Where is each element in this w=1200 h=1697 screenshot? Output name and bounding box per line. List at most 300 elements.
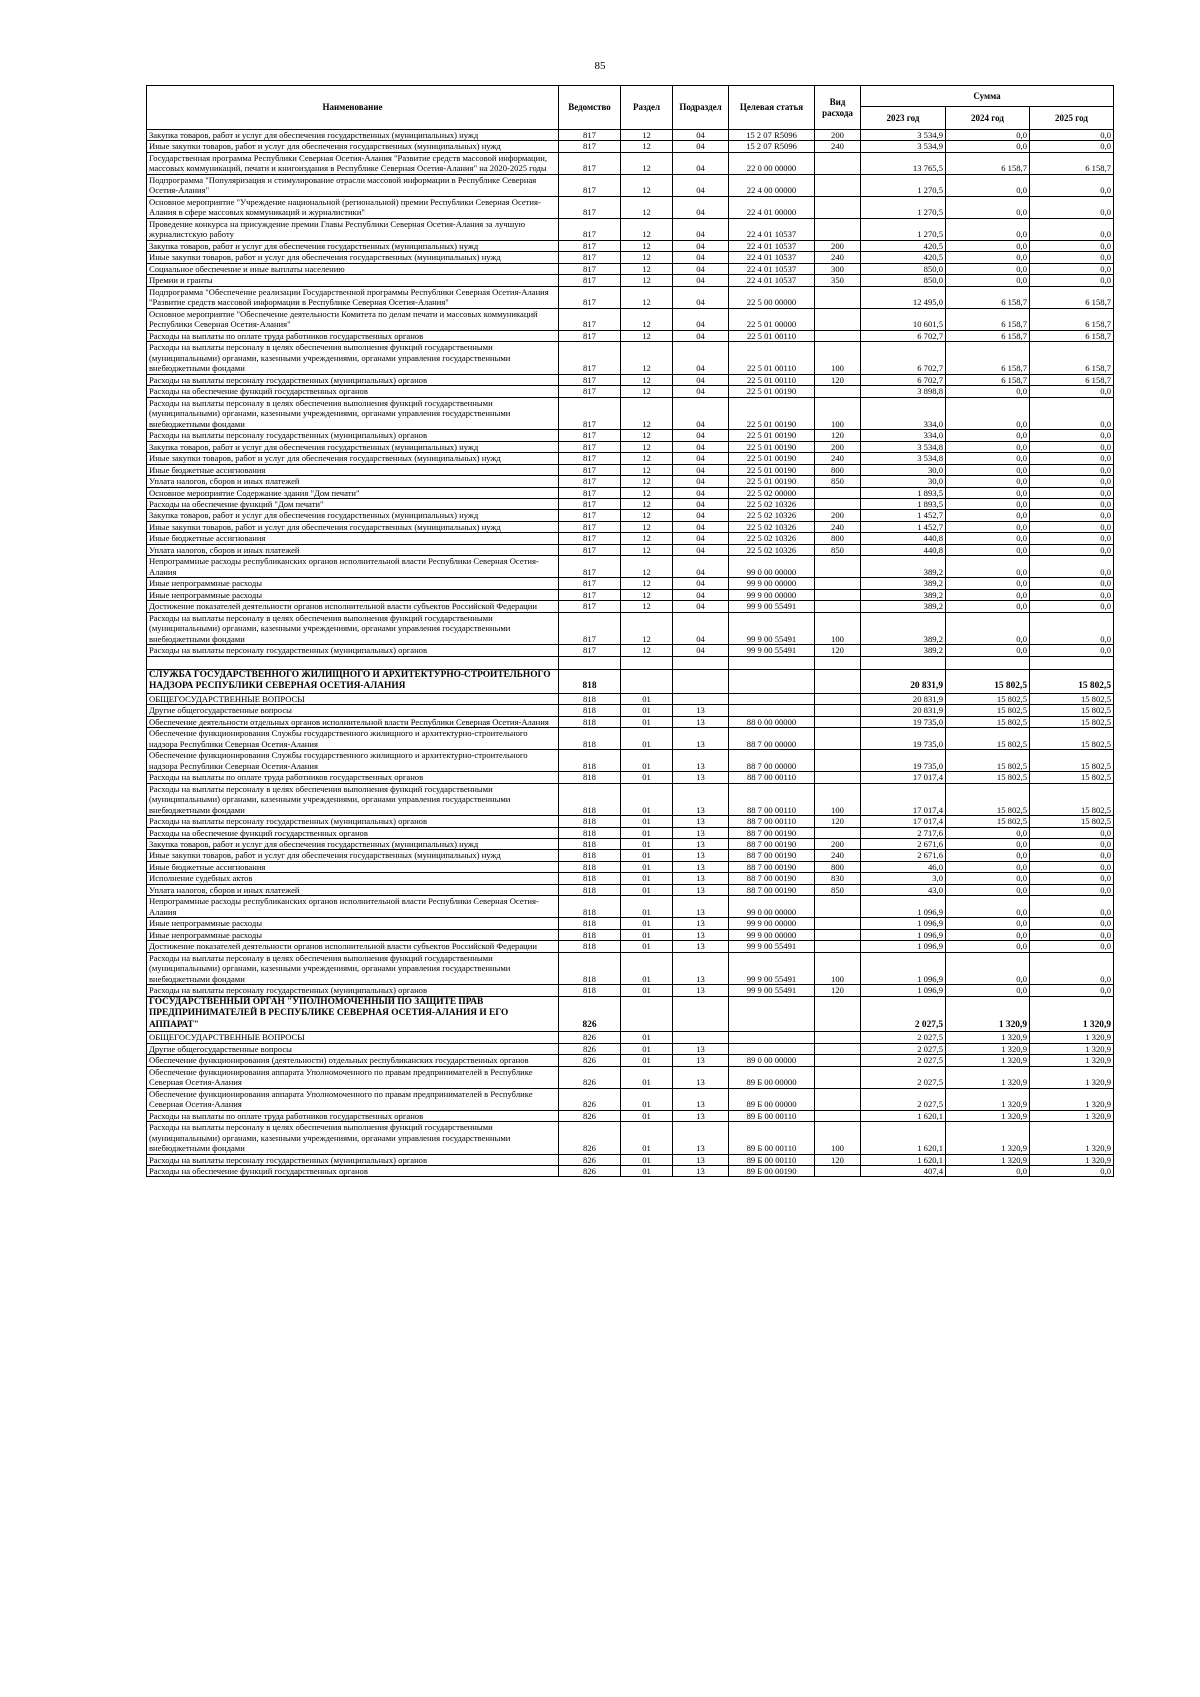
cell-dept: 818 [559, 873, 621, 884]
cell-subsection: 04 [673, 252, 729, 263]
cell-kind: 240 [815, 141, 861, 152]
table-row [147, 1066, 1114, 1088]
cell-dept [559, 656, 621, 669]
cell-name: Исполнение судебных актов [147, 873, 559, 884]
cell-2025: 0,0 [1030, 453, 1114, 464]
cell-dept: 817 [559, 130, 621, 141]
cell-dept: 818 [559, 827, 621, 838]
cell-section: 01 [621, 929, 673, 940]
table-row [147, 896, 1114, 918]
cell-2024: 1 320,9 [946, 1110, 1030, 1121]
cell-target: 22 5 01 00110 [729, 374, 815, 385]
cell-name: Расходы на выплаты по оплате труда работников государственных органов [147, 330, 559, 341]
cell-2023: 389,2 [861, 612, 946, 644]
cell-section: 01 [621, 1055, 673, 1066]
cell-section: 01 [621, 918, 673, 929]
col-header-2023: 2023 год [861, 107, 946, 130]
cell-dept: 817 [559, 612, 621, 644]
cell-subsection: 13 [673, 952, 729, 984]
cell-name: СЛУЖБА ГОСУДАРСТВЕННОГО ЖИЛИЩНОГО И АРХИТЕКТУРНО-СТРОИТЕЛЬНОГО НАДЗОРА РЕСПУБЛИКИ СЕВЕРНАЯ ОСЕТИЯ-АЛАНИЯ [147, 669, 559, 693]
cell-section: 12 [621, 601, 673, 612]
cell-subsection: 04 [673, 240, 729, 251]
cell-2024: 6 158,7 [946, 308, 1030, 330]
table-row [147, 263, 1114, 274]
cell-2024: 0,0 [946, 839, 1030, 850]
cell-kind [815, 589, 861, 600]
cell-dept: 817 [559, 430, 621, 441]
cell-kind [815, 705, 861, 716]
cell-kind [815, 218, 861, 240]
cell-kind [815, 656, 861, 669]
cell-kind: 200 [815, 510, 861, 521]
table-row [147, 772, 1114, 783]
table-row [147, 750, 1114, 772]
cell-subsection: 04 [673, 441, 729, 452]
cell-2024: 0,0 [946, 487, 1030, 498]
cell-2023: 3 534,9 [861, 141, 946, 152]
cell-target: 89 Б 00 00000 [729, 1066, 815, 1088]
cell-subsection: 04 [673, 141, 729, 152]
cell-subsection: 13 [673, 716, 729, 727]
cell-2025: 1 320,9 [1030, 1066, 1114, 1088]
cell-kind [815, 728, 861, 750]
page-number: 85 [594, 60, 606, 72]
cell-section: 12 [621, 252, 673, 263]
cell-kind: 120 [815, 374, 861, 385]
cell-name: Социальное обеспечение и иные выплаты населению [147, 263, 559, 274]
table-row [147, 827, 1114, 838]
cell-dept: 818 [559, 941, 621, 952]
cell-section: 01 [621, 783, 673, 815]
cell-2024: 15 802,5 [946, 750, 1030, 772]
cell-target: 22 5 01 00190 [729, 441, 815, 452]
cell-kind [815, 196, 861, 218]
cell-2025 [1030, 656, 1114, 669]
table-row [147, 861, 1114, 872]
cell-section: 12 [621, 510, 673, 521]
cell-2025: 0,0 [1030, 918, 1114, 929]
cell-dept: 818 [559, 839, 621, 850]
cell-target: 89 Б 00 00000 [729, 1088, 815, 1110]
cell-subsection: 13 [673, 750, 729, 772]
cell-2025: 0,0 [1030, 896, 1114, 918]
cell-target: 99 9 00 00000 [729, 589, 815, 600]
cell-2024 [946, 656, 1030, 669]
col-header-kind: Вид расхода [815, 86, 861, 130]
cell-kind: 120 [815, 1154, 861, 1165]
cell-2023: 13 765,5 [861, 152, 946, 174]
cell-2025: 0,0 [1030, 521, 1114, 532]
cell-subsection [673, 996, 729, 1031]
cell-section: 01 [621, 816, 673, 827]
cell-name: Расходы на выплаты персоналу в целях обеспечения выполнения функций государственными (муниципальными) органами, казенными учреждениями, органами управления государственными внебюджетными фондами [147, 397, 559, 429]
col-header-section: Раздел [621, 86, 673, 130]
cell-name: Уплата налогов, сборов и иных платежей [147, 544, 559, 555]
cell-2024: 0,0 [946, 873, 1030, 884]
cell-subsection: 13 [673, 929, 729, 940]
cell-kind: 100 [815, 342, 861, 374]
cell-target [729, 656, 815, 669]
cell-dept: 817 [559, 544, 621, 555]
cell-kind [815, 827, 861, 838]
cell-dept: 817 [559, 152, 621, 174]
cell-kind [815, 941, 861, 952]
cell-2025: 0,0 [1030, 601, 1114, 612]
cell-2023: 2 671,6 [861, 839, 946, 850]
cell-section: 01 [621, 728, 673, 750]
cell-name: Основное мероприятие Содержание здания "Дом печати" [147, 487, 559, 498]
cell-2025: 0,0 [1030, 589, 1114, 600]
cell-2023: 17 017,4 [861, 772, 946, 783]
cell-kind [815, 487, 861, 498]
cell-2023: 389,2 [861, 601, 946, 612]
cell-2024: 6 158,7 [946, 152, 1030, 174]
cell-section: 12 [621, 240, 673, 251]
cell-dept: 817 [559, 645, 621, 656]
cell-dept: 818 [559, 884, 621, 895]
cell-kind: 100 [815, 612, 861, 644]
table-row [147, 533, 1114, 544]
cell-section: 12 [621, 374, 673, 385]
cell-2023: 389,2 [861, 578, 946, 589]
cell-name: ОБЩЕГОСУДАРСТВЕННЫЕ ВОПРОСЫ [147, 1032, 559, 1043]
cell-2023: 17 017,4 [861, 783, 946, 815]
table-row [147, 374, 1114, 385]
cell-kind [815, 1055, 861, 1066]
cell-target: 89 Б 00 00110 [729, 1110, 815, 1121]
cell-subsection: 13 [673, 772, 729, 783]
cell-kind [815, 152, 861, 174]
cell-subsection: 04 [673, 386, 729, 397]
cell-target: 88 0 00 00000 [729, 716, 815, 727]
cell-2024: 0,0 [946, 240, 1030, 251]
cell-section: 01 [621, 750, 673, 772]
cell-subsection: 13 [673, 1043, 729, 1054]
cell-2025: 0,0 [1030, 1166, 1114, 1177]
cell-dept: 817 [559, 464, 621, 475]
cell-2023: 2 027,5 [861, 1055, 946, 1066]
cell-2024: 1 320,9 [946, 1066, 1030, 1088]
cell-kind [815, 716, 861, 727]
cell-2025: 0,0 [1030, 196, 1114, 218]
cell-kind [815, 918, 861, 929]
cell-2025: 0,0 [1030, 263, 1114, 274]
cell-2024: 15 802,5 [946, 669, 1030, 693]
cell-name: Закупка товаров, работ и услуг для обеспечения государственных (муниципальных) нужд [147, 441, 559, 452]
cell-2025: 6 158,7 [1030, 308, 1114, 330]
cell-name: Непрограммные расходы республиканских органов исполнительной власти Республики Северная Осетия-Алания [147, 556, 559, 578]
cell-2025: 0,0 [1030, 218, 1114, 240]
table-row [147, 510, 1114, 521]
cell-2023: 1 096,9 [861, 929, 946, 940]
cell-2024: 0,0 [946, 850, 1030, 861]
cell-kind: 200 [815, 130, 861, 141]
table-row [147, 996, 1114, 1031]
cell-kind: 120 [815, 645, 861, 656]
cell-dept: 826 [559, 1166, 621, 1177]
cell-2023: 1 270,5 [861, 218, 946, 240]
cell-2024: 0,0 [946, 612, 1030, 644]
cell-name: Расходы на выплаты по оплате труда работников государственных органов [147, 772, 559, 783]
cell-target: 22 4 01 10537 [729, 263, 815, 274]
cell-dept: 817 [559, 589, 621, 600]
cell-target: 22 5 02 00000 [729, 487, 815, 498]
cell-section: 01 [621, 884, 673, 895]
cell-2025: 0,0 [1030, 985, 1114, 996]
cell-2024: 0,0 [946, 556, 1030, 578]
cell-name: Расходы на выплаты по оплате труда работников государственных органов [147, 1110, 559, 1121]
cell-subsection: 04 [673, 521, 729, 532]
cell-subsection: 13 [673, 896, 729, 918]
cell-section: 12 [621, 498, 673, 509]
cell-2024: 0,0 [946, 174, 1030, 196]
cell-target: 89 0 00 00000 [729, 1055, 815, 1066]
cell-target: 22 5 01 00190 [729, 464, 815, 475]
cell-target: 22 4 01 10537 [729, 252, 815, 263]
cell-2024: 0,0 [946, 941, 1030, 952]
cell-dept: 817 [559, 330, 621, 341]
table-row [147, 430, 1114, 441]
cell-name: Расходы на выплаты персоналу государственных (муниципальных) органов [147, 374, 559, 385]
cell-section: 01 [621, 1088, 673, 1110]
cell-2023: 1 620,1 [861, 1154, 946, 1165]
cell-subsection: 13 [673, 1055, 729, 1066]
table-row [147, 498, 1114, 509]
cell-2024: 6 158,7 [946, 286, 1030, 308]
cell-2023: 6 702,7 [861, 374, 946, 385]
table-row [147, 728, 1114, 750]
cell-kind: 120 [815, 985, 861, 996]
cell-name: Основное мероприятие "Учреждение национальной (региональной) премии Республики Северная Осетия-Алания в сфере массовых коммуникаций и журналистики" [147, 196, 559, 218]
cell-target: 88 7 00 00110 [729, 772, 815, 783]
cell-target: 88 7 00 00110 [729, 816, 815, 827]
col-header-dept: Ведомство [559, 86, 621, 130]
cell-2025: 0,0 [1030, 533, 1114, 544]
cell-name: Подпрограмма "Популяризация и стимулирование отрасли массовой информации в Республике Северная Осетия-Алания" [147, 174, 559, 196]
cell-kind [815, 996, 861, 1031]
cell-2024: 0,0 [946, 430, 1030, 441]
cell-target: 15 2 07 R5096 [729, 130, 815, 141]
cell-subsection: 13 [673, 861, 729, 872]
table-row [147, 656, 1114, 669]
cell-target: 22 4 01 10537 [729, 218, 815, 240]
cell-dept: 826 [559, 1055, 621, 1066]
cell-name: Обеспечение функционирования аппарата Уполномоченного по правам предпринимателей в Республике Северная Осетия-Алания [147, 1088, 559, 1110]
cell-name: Иные бюджетные ассигнования [147, 533, 559, 544]
col-header-target: Целевая статья [729, 86, 815, 130]
cell-subsection [673, 693, 729, 704]
cell-section: 01 [621, 873, 673, 884]
col-header-name: Наименование [147, 86, 559, 130]
cell-target: 22 4 01 10537 [729, 240, 815, 251]
cell-2023: 19 735,0 [861, 750, 946, 772]
cell-name: Расходы на обеспечение функций государственных органов [147, 386, 559, 397]
cell-target: 22 4 00 00000 [729, 174, 815, 196]
cell-2023: 1 270,5 [861, 174, 946, 196]
cell-2024: 0,0 [946, 601, 1030, 612]
cell-2023: 2 671,6 [861, 850, 946, 861]
cell-dept: 817 [559, 556, 621, 578]
cell-subsection: 13 [673, 728, 729, 750]
cell-2024: 0,0 [946, 896, 1030, 918]
cell-kind [815, 498, 861, 509]
cell-subsection: 04 [673, 589, 729, 600]
cell-subsection: 13 [673, 1166, 729, 1177]
cell-2023: 1 096,9 [861, 941, 946, 952]
cell-target: 22 5 01 00190 [729, 386, 815, 397]
cell-subsection: 04 [673, 196, 729, 218]
cell-2025: 0,0 [1030, 464, 1114, 475]
cell-2024: 0,0 [946, 952, 1030, 984]
table-row [147, 275, 1114, 286]
cell-kind: 200 [815, 240, 861, 251]
cell-section: 01 [621, 985, 673, 996]
cell-dept: 817 [559, 308, 621, 330]
cell-2024: 0,0 [946, 141, 1030, 152]
cell-kind: 240 [815, 521, 861, 532]
cell-2025: 0,0 [1030, 873, 1114, 884]
cell-2025: 0,0 [1030, 839, 1114, 850]
cell-2025: 6 158,7 [1030, 152, 1114, 174]
cell-2024: 0,0 [946, 275, 1030, 286]
cell-2023: 3 898,8 [861, 386, 946, 397]
cell-target: 22 5 02 10326 [729, 498, 815, 509]
cell-subsection: 04 [673, 578, 729, 589]
cell-section: 12 [621, 645, 673, 656]
cell-2023: 43,0 [861, 884, 946, 895]
cell-2025: 15 802,5 [1030, 716, 1114, 727]
cell-section: 12 [621, 476, 673, 487]
cell-subsection: 13 [673, 941, 729, 952]
cell-2023: 1 452,7 [861, 510, 946, 521]
cell-2023: 17 017,4 [861, 816, 946, 827]
cell-2023: 389,2 [861, 556, 946, 578]
table-row [147, 884, 1114, 895]
table-row [147, 716, 1114, 727]
cell-section: 01 [621, 1066, 673, 1088]
cell-section: 12 [621, 263, 673, 274]
cell-name: Иные закупки товаров, работ и услуг для обеспечения государственных (муниципальных) нужд [147, 141, 559, 152]
cell-2024: 0,0 [946, 918, 1030, 929]
cell-name: Достижение показателей деятельности органов исполнительной власти субъектов Российской Федерации [147, 941, 559, 952]
cell-target: 99 0 00 00000 [729, 896, 815, 918]
cell-kind [815, 308, 861, 330]
cell-subsection: 13 [673, 1122, 729, 1154]
cell-2024: 1 320,9 [946, 1032, 1030, 1043]
table-row [147, 174, 1114, 196]
cell-target [729, 996, 815, 1031]
table-row [147, 645, 1114, 656]
cell-dept: 818 [559, 669, 621, 693]
cell-target: 88 7 00 00000 [729, 728, 815, 750]
table-row [147, 1110, 1114, 1121]
cell-name: Расходы на выплаты персоналу государственных (муниципальных) органов [147, 985, 559, 996]
cell-2024: 15 802,5 [946, 783, 1030, 815]
cell-kind: 850 [815, 884, 861, 895]
table-row [147, 330, 1114, 341]
cell-2024: 0,0 [946, 218, 1030, 240]
cell-2024: 6 158,7 [946, 374, 1030, 385]
table-row [147, 985, 1114, 996]
cell-name: Расходы на выплаты персоналу в целях обеспечения выполнения функций государственными (муниципальными) органами, казенными учреждениями, органами управления государственными внебюджетными фондами [147, 952, 559, 984]
cell-kind [815, 1032, 861, 1043]
cell-section: 12 [621, 441, 673, 452]
cell-section: 01 [621, 1032, 673, 1043]
table-row [147, 544, 1114, 555]
cell-2025: 0,0 [1030, 174, 1114, 196]
cell-2025: 0,0 [1030, 941, 1114, 952]
cell-name: Закупка товаров, работ и услуг для обеспечения государственных (муниципальных) нужд [147, 130, 559, 141]
cell-2024: 1 320,9 [946, 1055, 1030, 1066]
cell-target [729, 693, 815, 704]
cell-target: 99 9 00 55491 [729, 952, 815, 984]
cell-2023: 1 452,7 [861, 521, 946, 532]
cell-2024: 0,0 [946, 252, 1030, 263]
cell-2023: 2 027,5 [861, 996, 946, 1031]
cell-2025: 0,0 [1030, 556, 1114, 578]
table-row [147, 1122, 1114, 1154]
cell-name: Расходы на выплаты персоналу государственных (муниципальных) органов [147, 1154, 559, 1165]
cell-target: 99 9 00 55491 [729, 941, 815, 952]
cell-kind [815, 1088, 861, 1110]
table-row [147, 612, 1114, 644]
col-header-2025: 2025 год [1030, 107, 1114, 130]
cell-name: Расходы на выплаты персоналу государственных (муниципальных) органов [147, 430, 559, 441]
cell-kind [815, 929, 861, 940]
cell-kind [815, 330, 861, 341]
table-row [147, 873, 1114, 884]
cell-name: Закупка товаров, работ и услуг для обеспечения государственных (муниципальных) нужд [147, 510, 559, 521]
cell-target: 88 7 00 00110 [729, 783, 815, 815]
cell-subsection: 04 [673, 645, 729, 656]
cell-2023: 1 096,9 [861, 918, 946, 929]
cell-subsection: 04 [673, 544, 729, 555]
cell-subsection: 13 [673, 884, 729, 895]
cell-subsection: 04 [673, 174, 729, 196]
cell-2024: 0,0 [946, 498, 1030, 509]
cell-2023: 334,0 [861, 430, 946, 441]
cell-name: Обеспечение деятельности отдельных органов исполнительной власти Республики Северная Осетия-Алания [147, 716, 559, 727]
cell-dept: 818 [559, 816, 621, 827]
cell-subsection: 13 [673, 827, 729, 838]
cell-target: 22 4 01 10537 [729, 275, 815, 286]
cell-section: 01 [621, 850, 673, 861]
cell-dept: 826 [559, 996, 621, 1031]
table-row [147, 218, 1114, 240]
cell-target: 22 5 01 00110 [729, 342, 815, 374]
cell-section: 12 [621, 397, 673, 429]
cell-section: 12 [621, 464, 673, 475]
table-row [147, 918, 1114, 929]
cell-name: Проведение конкурса на присуждение премии Главы Республики Северная Осетия-Алания за лучшую журналистскую работу [147, 218, 559, 240]
cell-2024: 1 320,9 [946, 1154, 1030, 1165]
table-row [147, 308, 1114, 330]
cell-dept: 817 [559, 196, 621, 218]
table-row [147, 693, 1114, 704]
cell-2024: 0,0 [946, 884, 1030, 895]
cell-subsection: 04 [673, 612, 729, 644]
cell-target: 99 9 00 00000 [729, 578, 815, 589]
cell-2024: 1 320,9 [946, 1088, 1030, 1110]
cell-name: Расходы на обеспечение функций государственных органов [147, 827, 559, 838]
cell-name [147, 656, 559, 669]
cell-subsection: 04 [673, 556, 729, 578]
cell-name: ОБЩЕГОСУДАРСТВЕННЫЕ ВОПРОСЫ [147, 693, 559, 704]
cell-2023: 850,0 [861, 275, 946, 286]
cell-subsection: 04 [673, 601, 729, 612]
cell-2025: 0,0 [1030, 544, 1114, 555]
table-row [147, 601, 1114, 612]
